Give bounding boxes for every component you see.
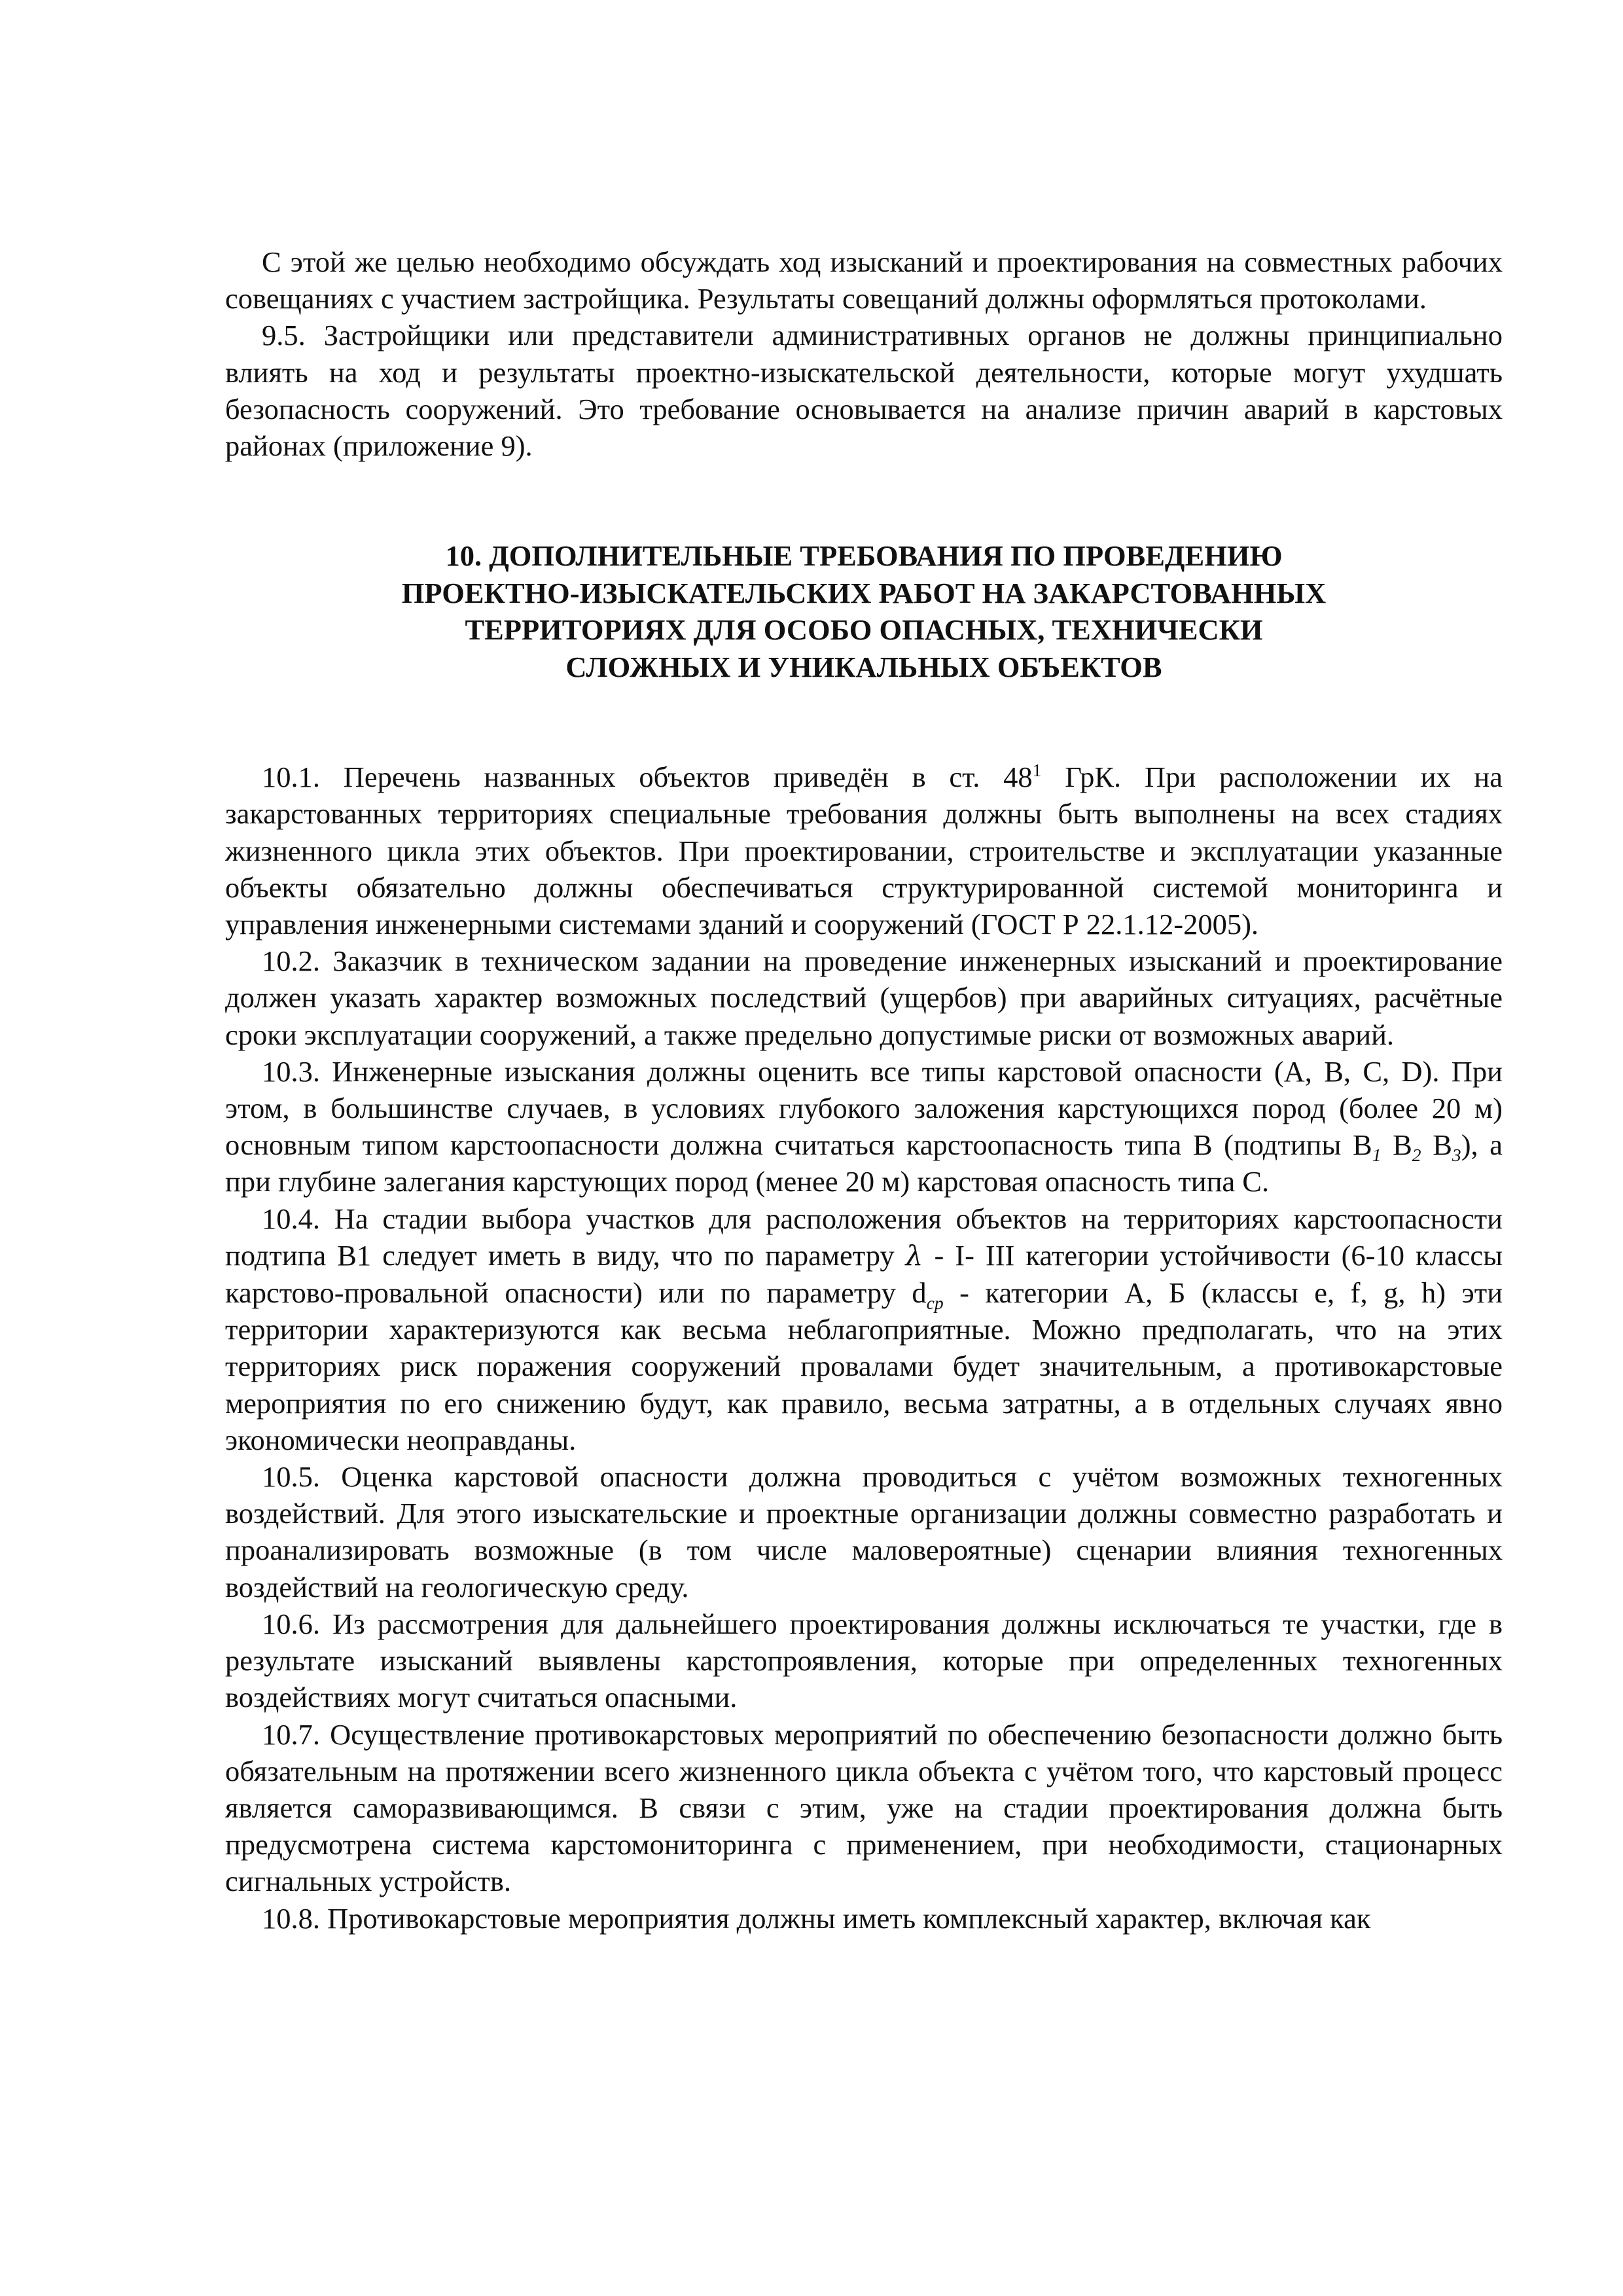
heading-line: ПРОЕКТНО-ИЗЫСКАТЕЛЬСКИХ РАБОТ НА ЗАКАРСТОВАННЫХ	[401, 576, 1327, 609]
paragraph-text: 10.6. Из рассмотрения для дальнейшего проектирования должны исключаться те участки, где в результате изысканий выявлены карстопроявления, которые при определенных техногенных воздействиях могут считаться опасными.	[225, 1607, 1503, 1714]
variable-letter: B	[1353, 1128, 1372, 1162]
heading-line: 10. ДОПОЛНИТЕЛЬНЫЕ ТРЕБОВАНИЯ ПО ПРОВЕДЕНИЮ	[445, 539, 1283, 573]
paragraph-text: - I- III категории устойчивости (6-10 классы карстово-провальной опасности) или по параметру	[225, 1238, 1503, 1310]
document-page	[225, 243, 1503, 1937]
paragraph-text: С этой же целью необходимо обсуждать ход изысканий и проектирования на совместных рабочих совещаниях с участием застройщика. Результаты совещаний должны оформляться протоколами.	[225, 245, 1503, 315]
paragraph-10-5	[225, 1458, 1503, 1605]
paragraph-10-4	[225, 1200, 1503, 1458]
paragraph-text: 10.8. Противокарстовые мероприятия должны иметь комплексный характер, включая как	[262, 1901, 1371, 1935]
subscript: 2	[1412, 1145, 1421, 1166]
parameter-d	[912, 1276, 944, 1313]
paragraph-10-2	[225, 942, 1503, 1053]
paragraph-10-3	[225, 1053, 1503, 1200]
paragraph-9-5	[225, 317, 1503, 464]
subscript: ср	[926, 1292, 944, 1313]
section-heading	[225, 537, 1503, 685]
paragraph-intro	[225, 243, 1503, 317]
paragraph-text: 10.1. Перечень названных объектов приведён в ст. 48	[262, 761, 1033, 794]
subtype-b1	[1353, 1128, 1382, 1166]
paragraph-text: ГрК. При расположении их на закарстованных территориях специальные требования должны быть выполнены на всех стадиях жизненного цикла этих объектов. При проектировании, строительстве и эксплуатации указанные объекты обязательно должны обеспечиваться структурированной системой мониторинга и управления инженерными системами зданий и сооружений (ГОСТ Р 22.1.12-2005).	[225, 761, 1503, 941]
heading-line: СЛОЖНЫХ И УНИКАЛЬНЫХ ОБЪЕКТОВ	[565, 650, 1162, 683]
variable-letter: B	[1393, 1128, 1412, 1162]
subtype-b3	[1433, 1128, 1461, 1166]
paragraph-text: 10.7. Осуществление противокарстовых мероприятий по обеспечению безопасности должно быть обязательным на протяжении всего жизненного цикла объекта с учётом того, что карстовый процесс является саморазвивающимся. В связи с этим, уже на стадии проектирования должна быть предусмотрена система карстомониторинга с применением, при необходимости, стационарных сигнальных устройств.	[225, 1717, 1503, 1898]
paragraph-10-1	[225, 759, 1503, 942]
heading-line: ТЕРРИТОРИЯХ ДЛЯ ОСОБО ОПАСНЫХ, ТЕХНИЧЕСКИ	[465, 613, 1263, 647]
paragraph-10-8	[225, 1900, 1503, 1937]
paragraph-text: 10.2. Заказчик в техническом задании на проведение инженерных изысканий и проектирование должен указать характер возможных последствий (ущербов) при аварийных ситуациях, расчётные сроки эксплуатации сооружений, а также предельно допустимые риски от возможных аварий.	[225, 944, 1503, 1051]
superscript: 1	[1032, 760, 1042, 781]
variable-letter: B	[1433, 1128, 1452, 1162]
paragraph-text: - категории А, Б (классы e, f, g, h) эти территории характеризуются как весьма неблагоприятные. Можно предполагать, что на этих территориях риск поражения сооружений провалами будет значительным, а противокарстовые мероприятия по его снижению будут, как правило, весьма затратны, а в отдельных случаях явно экономически неоправданы.	[225, 1276, 1503, 1456]
paragraph-text: 10.5. Оценка карстовой опасности должна проводиться с учётом возможных техногенных воздействий. Для этого изыскательские и проектные организации должны совместно разработать и проанализировать возможные (в том числе маловероятные) сценарии влияния техногенных воздействий на геологическую среду.	[225, 1460, 1503, 1604]
paragraph-text: ), а при глубине залегания карстующих пород (менее 20 м) карстовая опасность типа C.	[225, 1128, 1503, 1198]
subscript: 3	[1452, 1145, 1461, 1166]
subtype-b2	[1393, 1128, 1421, 1166]
paragraph-text: 10.4. На стадии выбора участков для расположения объектов на территориях карстоопасности подтипа B1 следует иметь в виду, что по параметру	[225, 1202, 1503, 1272]
paragraph-10-6	[225, 1605, 1503, 1716]
subscript: 1	[1372, 1145, 1382, 1166]
lambda-symbol: λ	[905, 1239, 923, 1272]
paragraph-text: 9.5. Застройщики или представители административных органов не должны принципиально влиять на ход и результаты проектно-изыскательской деятельности, которые могут ухудшать безопасность сооружений. Это требование основывается на анализе причин аварий в карстовых районах (приложение 9).	[225, 319, 1503, 463]
variable-letter: d	[912, 1276, 927, 1310]
paragraph-10-7	[225, 1716, 1503, 1900]
paragraph-text: 10.3. Инженерные изыскания должны оценить все типы карстовой опасности (A, B, C, D). При этом, в большинстве случаев, в условиях глубокого заложения карстующихся пород (более 20 м) основным типом карстоопасности должна считаться карстоопасность типа B (подтипы	[225, 1054, 1503, 1162]
